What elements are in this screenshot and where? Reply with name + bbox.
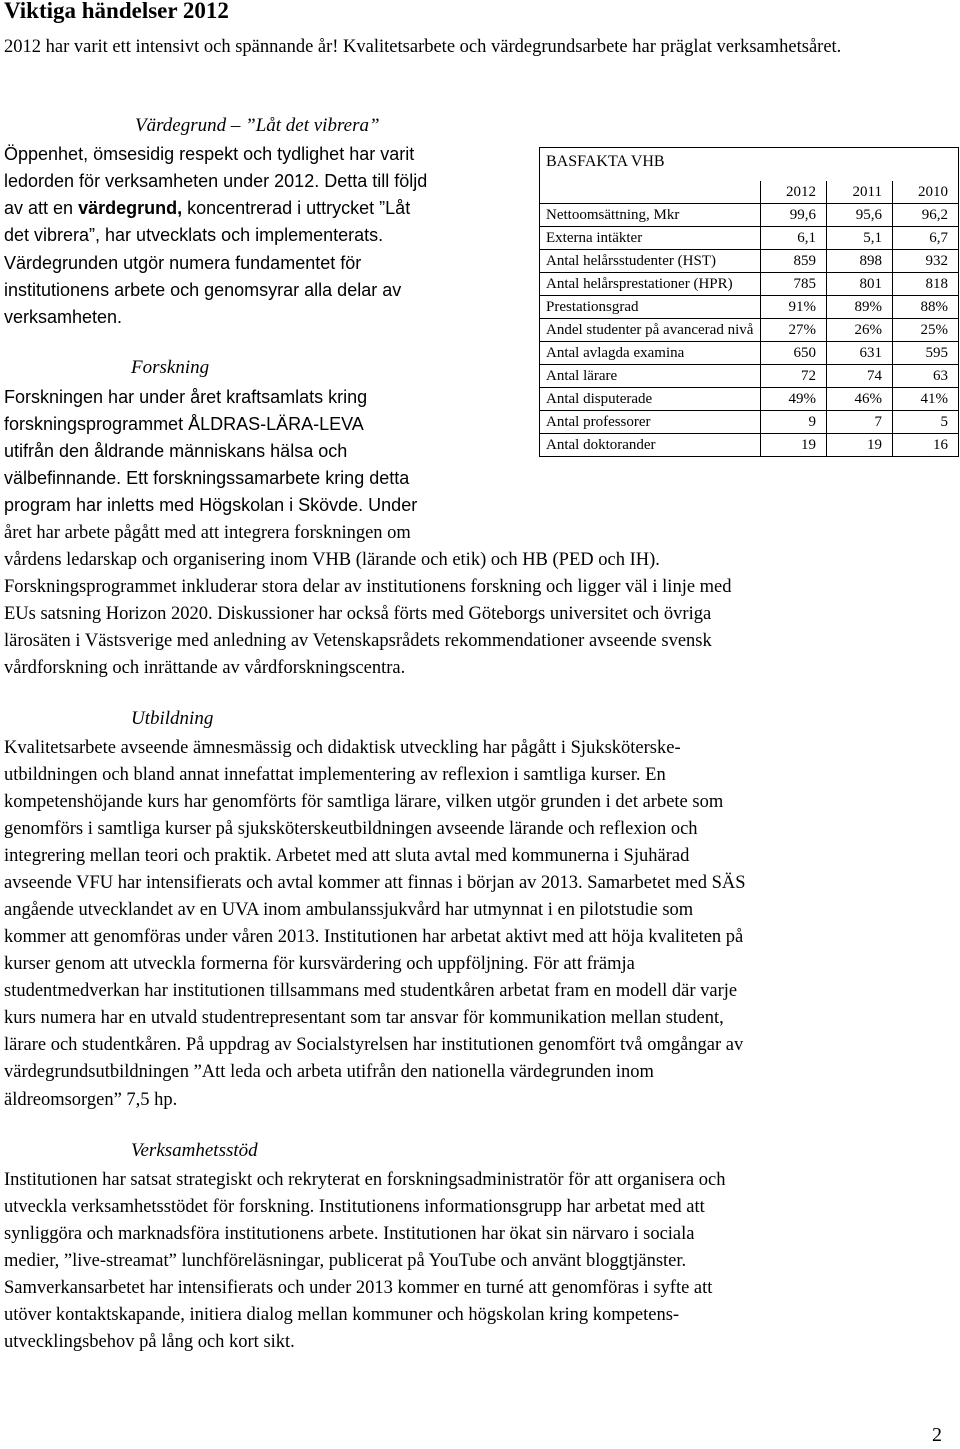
forskning-line: EUs satsning Horizon 2020. Diskussioner har också förts med Göteborgs universitet och övriga bbox=[4, 604, 712, 624]
forskning-line: program har inletts med Högskolan i Skövde. Under bbox=[4, 495, 418, 515]
row-value: 818 bbox=[893, 273, 959, 296]
page-heading: Viktiga händelser 2012 bbox=[4, 0, 229, 23]
utbildning-line: äldreomsorgen” 7,5 hp. bbox=[4, 1090, 178, 1110]
utbildning-line: kommer att genomföras under våren 2013. Institutionen har arbetat aktivt med att höja kvaliteten på bbox=[4, 927, 744, 947]
forskning-line: lärosäten i Västsverige med anledning av Vetenskapsrådets rekommendationer avseende svensk bbox=[4, 631, 712, 651]
basfakta-table bbox=[539, 147, 958, 457]
row-label: Antal avlagda examina bbox=[540, 342, 761, 365]
row-value: 91% bbox=[761, 296, 827, 319]
verksamhetsstod-line: synliggöra och marknadsföra institutionens arbete. Institutionen har ökat sin närvaro i sociala bbox=[4, 1224, 695, 1244]
vardegrund-line: ledorden för verksamheten under 2012. Detta till följd bbox=[4, 171, 428, 191]
utbildning-line: integrering mellan teori och praktik. Arbetet med att sluta avtal med kommunerna i Sjuhärad bbox=[4, 846, 690, 866]
row-value: 63 bbox=[893, 365, 959, 388]
verksamhetsstod-line: utöver kontaktskapande, initiera dialog mellan kommuner och högskolan kring kompetens- bbox=[4, 1305, 680, 1325]
row-value: 5,1 bbox=[827, 227, 893, 250]
row-value: 26% bbox=[827, 319, 893, 342]
basfakta-title: BASFAKTA VHB bbox=[540, 148, 959, 182]
table-row bbox=[540, 296, 959, 319]
vardegrund-line: verksamheten. bbox=[4, 307, 123, 327]
table-row bbox=[540, 342, 959, 365]
row-label: Antal helårsstudenter (HST) bbox=[540, 250, 761, 273]
table-row bbox=[540, 273, 959, 296]
table-row bbox=[540, 388, 959, 411]
row-value: 19 bbox=[827, 434, 893, 457]
utbildning-line: kurs numera har en utvald studentrepresentant som tar ansvar för kommunikation mellan student, bbox=[4, 1008, 724, 1028]
verksamhetsstod-line: utveckla verksamhetsstödet för forskning. Institutionens informationsgrupp har arbetat med att bbox=[4, 1197, 705, 1217]
vardegrund-line: Värdegrunden utgör numera fundamentet för bbox=[4, 253, 362, 273]
table-row bbox=[540, 319, 959, 342]
page-number: 2 bbox=[932, 1424, 942, 1446]
row-value: 25% bbox=[893, 319, 959, 342]
row-value: 859 bbox=[761, 250, 827, 273]
row-value: 898 bbox=[827, 250, 893, 273]
row-value: 89% bbox=[827, 296, 893, 319]
row-label: Nettoomsättning, Mkr bbox=[540, 204, 761, 227]
row-value: 49% bbox=[761, 388, 827, 411]
row-value: 9 bbox=[761, 411, 827, 434]
utbildning-line: Kvalitetsarbete avseende ämnesmässig och didaktisk utveckling har pågått i Sjuksköterske- bbox=[4, 738, 681, 758]
verksamhetsstod-line: Institutionen har satsat strategiskt och rekryterat en forskningsadministratör för att organisera och bbox=[4, 1170, 726, 1190]
row-value: 74 bbox=[827, 365, 893, 388]
utbildning-line: utbildningen och bland annat innefattat implementering av reflexion i samtliga kurser. En bbox=[4, 765, 666, 785]
verksamhetsstod-line: medier, ”live-streamat” lunchföreläsningar, publicerat på YouTube och använt bloggtjänster. bbox=[4, 1251, 687, 1271]
verksamhetsstod-heading: Verksamhetsstöd bbox=[131, 1140, 258, 1161]
row-label: Andel studenter på avancerad nivå bbox=[540, 319, 761, 342]
row-value: 6,7 bbox=[893, 227, 959, 250]
forskning-line: Forskningsprogrammet inkluderar stora delar av institutionens forskning och ligger väl i linje med bbox=[4, 577, 732, 597]
utbildning-line: studentmedverkan har institutionen tillsammans med studentkåren arbetat fram en modell där varje bbox=[4, 981, 738, 1001]
row-value: 932 bbox=[893, 250, 959, 273]
utbildning-line: avseende VFU har intensifierats och avtal kommer att finnas i början av 2013. Samarbetet med SÄS bbox=[4, 873, 746, 893]
row-value: 99,6 bbox=[761, 204, 827, 227]
row-value: 96,2 bbox=[893, 204, 959, 227]
forskning-line: Forskningen har under året kraftsamlats kring bbox=[4, 387, 368, 407]
row-label: Externa intäkter bbox=[540, 227, 761, 250]
row-value: 6,1 bbox=[761, 227, 827, 250]
row-value: 631 bbox=[827, 342, 893, 365]
utbildning-line: värdegrundsutbildningen ”Att leda och arbeta utifrån den nationella värdegrunden inom bbox=[4, 1062, 654, 1082]
row-value: 650 bbox=[761, 342, 827, 365]
row-value: 5 bbox=[893, 411, 959, 434]
table-row bbox=[540, 227, 959, 250]
intro-paragraph: 2012 har varit ett intensivt och spännande år! Kvalitetsarbete och värdegrundsarbete har präglat verksamhetsåret. bbox=[4, 37, 842, 57]
row-value: 19 bbox=[761, 434, 827, 457]
forskning-line: vårdens ledarskap och organisering inom VHB (lärande och etik) och HB (PED och IH). bbox=[4, 550, 660, 570]
forskning-line: välbefinnande. Ett forskningssamarbete kring detta bbox=[4, 468, 410, 488]
row-value: 16 bbox=[893, 434, 959, 457]
row-label: Antal lärare bbox=[540, 365, 761, 388]
table-row bbox=[540, 250, 959, 273]
utbildning-line: angående utvecklandet av en UVA inom ambulanssjukvård har utmynnat i en pilotstudie som bbox=[4, 900, 694, 920]
verksamhetsstod-line: Samverkansarbetet har intensifierats och under 2013 kommer en turné att genomföras i syfte att bbox=[4, 1278, 713, 1298]
vardegrund-line: av att en värdegrund, koncentrerad i uttrycket ”Låt bbox=[4, 198, 411, 218]
row-label: Antal professorer bbox=[540, 411, 761, 434]
forskning-line: året har arbete pågått med att integrera forskningen om bbox=[4, 523, 411, 543]
row-label: Antal helårsprestationer (HPR) bbox=[540, 273, 761, 296]
row-value: 72 bbox=[761, 365, 827, 388]
table-row bbox=[540, 434, 959, 457]
row-label: Prestationsgrad bbox=[540, 296, 761, 319]
year-header: 2012 bbox=[761, 181, 827, 204]
forskning-heading: Forskning bbox=[131, 357, 210, 378]
year-header: 2011 bbox=[827, 181, 893, 204]
row-value: 785 bbox=[761, 273, 827, 296]
vardegrund-line: Öppenhet, ömsesidig respekt och tydlighet har varit bbox=[4, 144, 415, 164]
table-row bbox=[540, 204, 959, 227]
year-header: 2010 bbox=[893, 181, 959, 204]
utbildning-heading: Utbildning bbox=[131, 708, 214, 729]
row-value: 46% bbox=[827, 388, 893, 411]
forskning-line: utifrån den åldrande människans hälsa och bbox=[4, 441, 348, 461]
vardegrund-line: det vibrera”, har utvecklats och implementerats. bbox=[4, 225, 384, 245]
row-label: Antal disputerade bbox=[540, 388, 761, 411]
utbildning-line: kurser genom att utveckla formerna för kursvärdering och uppföljning. För att främja bbox=[4, 954, 635, 974]
verksamhetsstod-line: utvecklingsbehov på lång och kort sikt. bbox=[4, 1332, 295, 1352]
vardegrund-line: institutionens arbete och genomsyrar alla delar av bbox=[4, 280, 402, 300]
table-row bbox=[540, 411, 959, 434]
utbildning-line: lärare och studentkåren. På uppdrag av Socialstyrelsen har institutionen genomfört två omgångar av bbox=[4, 1035, 744, 1055]
row-value: 41% bbox=[893, 388, 959, 411]
row-value: 7 bbox=[827, 411, 893, 434]
row-label: Antal doktorander bbox=[540, 434, 761, 457]
vardegrund-heading: Värdegrund – ”Låt det vibrera” bbox=[135, 115, 380, 136]
row-value: 27% bbox=[761, 319, 827, 342]
row-value: 801 bbox=[827, 273, 893, 296]
forskning-line: forskningsprogrammet ÅLDRAS-LÄRA-LEVA bbox=[4, 414, 364, 434]
row-value: 595 bbox=[893, 342, 959, 365]
table-row bbox=[540, 365, 959, 388]
forskning-line: vårdforskning och inrättande av vårdforskningscentra. bbox=[4, 658, 406, 678]
utbildning-line: genomförs i samtliga kurser på sjuksköterskeutbildningen avseende lärande och reflexion och bbox=[4, 819, 698, 839]
utbildning-line: kompetenshöjande kurs har genomförts för samtliga lärare, vilken utgör grunden i det arbete som bbox=[4, 792, 724, 812]
row-value: 95,6 bbox=[827, 204, 893, 227]
row-value: 88% bbox=[893, 296, 959, 319]
